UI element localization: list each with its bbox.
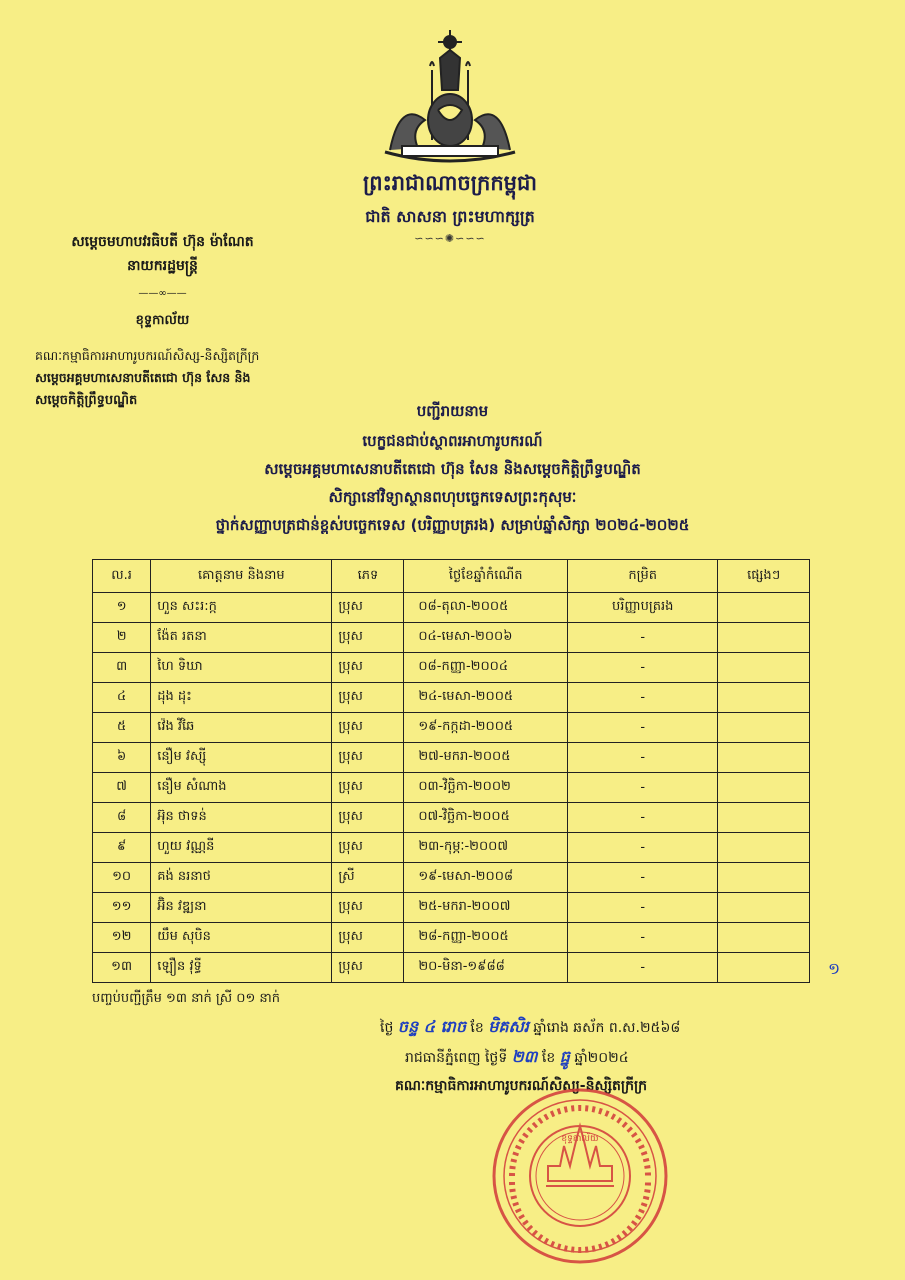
cell-name: ហៃ ទិឃា [151,653,332,683]
col-header-level: កម្រិត [568,560,718,593]
table-row [93,683,810,713]
cell-rank: - [568,623,718,653]
cell-other [718,773,810,803]
cell-dob: ០៨-កញ្ញា-២០០៤ [404,653,568,683]
lunar-month-handwritten: មិគសិរ [488,1017,529,1036]
cell-sex: ប្រុស [332,713,404,743]
cell-other [718,623,810,653]
col-header-dob: ថ្ងៃខែឆ្នាំកំណើត [404,560,568,593]
cell-no: ៨ [93,803,151,833]
cell-dob: ២៣-កុម្ភៈ-២០០៧ [404,833,568,863]
seal-text: ខុទ្ទកាល័យ [561,1134,599,1144]
cell-dob: ២៧-មករា-២០០៥ [404,743,568,773]
cell-sex: ប្រុស [332,683,404,713]
cell-no: ៤ [93,683,151,713]
cell-dob: ២៤-មេសា-២០០៥ [404,683,568,713]
cell-other [718,743,810,773]
cell-name: យឹម សុបិន [151,923,332,953]
cell-sex: ប្រុស [332,593,404,623]
cell-name: ហួយ វណ្ណនី [151,833,332,863]
document-subtitle: បេក្ខជនជាប់ស្ថាពរអាហារូបករណ៍ [362,432,543,450]
cell-other [718,863,810,893]
cell-name: អ៊ិន វឌ្ឍនា [151,893,332,923]
cell-dob: ១៩-កក្កដា-២០០៥ [404,713,568,743]
table-row [93,743,810,773]
cell-rank: - [568,713,718,743]
cell-other [718,593,810,623]
cell-sex: ប្រុស [332,833,404,863]
royal-emblem-icon [380,30,520,165]
institute-name: សិក្សានៅវិទ្យាស្ថានពហុបច្ចេកទេសព្រះកុសុមៈ [328,488,577,506]
sender-committee-line3: សម្ដេចកិត្តិព្រឹទ្ធបណ្ឌិត [35,393,138,408]
col-header-name: គោត្តនាម និងនាម [151,560,332,593]
cell-rank: បរិញ្ញាបត្ររង [568,593,718,623]
sender-name: សម្ដេចមហាបវរធិបតី ហ៊ុន ម៉ាណែត [71,234,254,250]
signatory: គណៈកម្មាធិការអាហារូបករណ៍សិស្ស-និស្សិតក្រីក្រ [395,1078,648,1094]
cell-other [718,713,810,743]
document-title: បញ្ជីរាយនាម [416,402,489,420]
lunar-date-prefix: ថ្ងៃ [380,1020,394,1036]
lunar-date-line [380,1016,680,1040]
cell-no: ៦ [93,743,151,773]
cell-sex: ប្រុស [332,623,404,653]
table-row [93,773,810,803]
cell-name: ង៉ែត រតនា [151,623,332,653]
cell-rank: - [568,923,718,953]
table-row [93,623,810,653]
cell-name: ហួន សះរ:ក្ក [151,593,332,623]
solar-day-handwritten: ២៣ [511,1047,538,1066]
lunar-day-handwritten: ចន្ទ ៤ រោច [397,1017,466,1036]
table-row [93,863,810,893]
table-row [93,923,810,953]
sender-title: នាយករដ្ឋមន្ត្រី [127,258,198,274]
cell-rank: - [568,803,718,833]
table-row [93,953,810,983]
table-header-row [93,560,810,593]
cell-sex: ប្រុស [332,773,404,803]
cell-other [718,953,810,983]
table-row [93,833,810,863]
sender-office: ខុទ្ទកាល័យ [135,313,190,328]
cell-sex: ប្រុស [332,743,404,773]
scholarship-name: សម្ដេចអគ្គមហាសេនាបតីតេជោ ហ៊ុន សែន និងសម្ដេចកិត្តិព្រឹទ្ធបណ្ឌិត [264,460,641,478]
col-header-no: ល.រ [93,560,151,593]
cell-sex: ប្រុស [332,953,404,983]
col-header-other: ផ្សេងៗ [718,560,810,593]
cell-rank: - [568,833,718,863]
cell-other [718,653,810,683]
cell-no: ៥ [93,713,151,743]
candidate-table [92,559,810,983]
col-header-sex: ភេទ [332,560,404,593]
cell-sex: ស្រី [332,863,404,893]
cell-no: ១ [93,593,151,623]
solar-date-line [405,1046,629,1070]
cell-dob: ០៨-តុលា-២០០៥ [404,593,568,623]
cell-rank: - [568,773,718,803]
national-motto: ជាតិ សាសនា ព្រះមហាក្សត្រ [365,207,535,226]
cell-no: ១១ [93,893,151,923]
cell-no: ៣ [93,653,151,683]
solar-month-handwritten: ធ្នូ [559,1047,570,1066]
program-level: ថ្នាក់សញ្ញាបត្រជាន់ខ្ពស់បច្ចេកទេស (បរិញ្ញាបត្ររង) សម្រាប់ឆ្នាំសិក្សា ២០២៤-២០២៥ [215,516,690,534]
cell-rank: - [568,653,718,683]
cell-rank: - [568,893,718,923]
lunar-year: ឆ្នាំរោង ឆស័ក ព.ស.២៥៦៨ [533,1020,681,1036]
cell-sex: ប្រុស [332,893,404,923]
cell-rank: - [568,863,718,893]
cell-other [718,833,810,863]
cell-sex: ប្រុស [332,803,404,833]
cell-other [718,683,810,713]
cell-dob: ២០-មិនា-១៩៨៨ [404,953,568,983]
cell-name: នឿម វស្ស៊ី [151,743,332,773]
cell-no: ២ [93,623,151,653]
cell-dob: ២៥-មករា-២០០៧ [404,893,568,923]
cell-name: នឿម សំណាង [151,773,332,803]
cell-dob: ០៣-វិច្ឆិកា-២០០២ [404,773,568,803]
sender-ornament: ——∞—— [138,288,187,299]
solar-year: ឆ្នាំ២០២៤ [574,1050,629,1066]
cell-dob: ២៨-កញ្ញា-២០០៥ [404,923,568,953]
cell-rank: - [568,953,718,983]
cell-name: ឡឿន វុទ្ធី [151,953,332,983]
cell-other [718,893,810,923]
cell-rank: - [568,683,718,713]
cell-name: ដុង ដុះ [151,683,332,713]
cell-sex: ប្រុស [332,653,404,683]
cell-other [718,923,810,953]
cell-name: អ៊ុន ថាទន់ [151,803,332,833]
table-row [93,893,810,923]
red-seal-icon [490,1086,670,1266]
cell-no: ១៣ [93,953,151,983]
cell-sex: ប្រុស [332,923,404,953]
solar-date-prefix: រាជធានីភ្នំពេញ ថ្ងៃទី [405,1050,508,1066]
cell-dob: ០៤-មេសា-២០០៦ [404,623,568,653]
lunar-month-label: ខែ [470,1020,484,1036]
table-row [93,803,810,833]
table-row [93,593,810,623]
cell-no: ១០ [93,863,151,893]
cell-no: ១២ [93,923,151,953]
cell-dob: ០៧-វិច្ឆិកា-២០០៥ [404,803,568,833]
motto-ornament: ∽∽∽✺∽∽∽ [414,232,486,245]
table-row [93,653,810,683]
kingdom-title: ព្រះរាជាណាចក្រកម្ពុជា [362,171,537,195]
solar-month-label: ខែ [541,1050,556,1066]
cell-rank: - [568,743,718,773]
cell-no: ៩ [93,833,151,863]
cell-name: គង់ នរនាថ [151,863,332,893]
cell-no: ៧ [93,773,151,803]
table-row [93,713,810,743]
cell-dob: ១៩-មេសា-២០០៨ [404,863,568,893]
summary-text: បញ្ចប់បញ្ជីត្រឹម ១៣ នាក់ ស្រី ០១ នាក់ [92,991,281,1006]
cell-other [718,803,810,833]
cell-name: វ៉េង វីឆៃ [151,713,332,743]
sender-committee-line2: សម្ដេចអគ្គមហាសេនាបតីតេជោ ហ៊ុន សែន និង [35,370,251,385]
page-number: ១ [828,959,841,978]
sender-committee: គណៈកម្មាធិការអាហារូបករណ៍សិស្ស-និស្សិតក្រីក្រ [35,348,260,363]
